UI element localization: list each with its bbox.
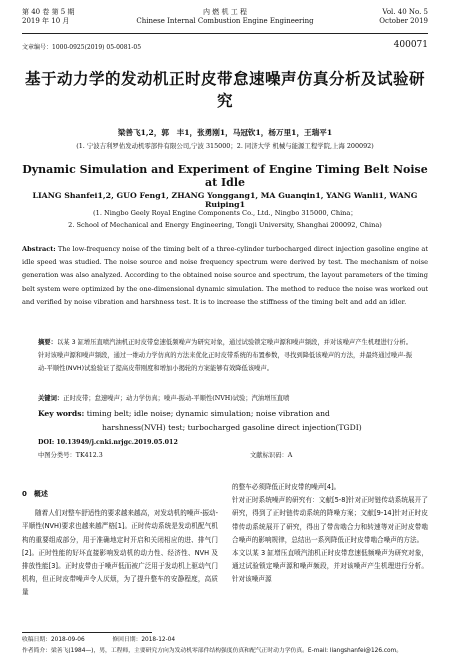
keywords-en-label: Key words:: [38, 409, 85, 418]
doi: DOI: 10.13949/j.cnki.nrjgc.2019.05.012: [38, 439, 178, 446]
abstract-en: [22, 243, 428, 309]
authors-zh: 梁善飞1,2，郭 丰1，张勇刚1，马冠钦1，杨万里1，王瑞平1: [117, 128, 333, 137]
header-volume-en: Vol. 40 No. 5: [382, 8, 428, 16]
received-date: 收稿日期：2018-09-06: [22, 637, 85, 643]
affiliation-zh: (1. 宁波吉利罗佑发动机零部件有限公司,宁波 315000；2. 同济大学 机械与能源工程学院,上海 200092): [76, 142, 374, 150]
header-date-en: October 2019: [379, 17, 428, 25]
abstract-zh-text: 以某 3 缸增压直喷汽油机正时皮带怠速低频噪声为研究对象，通过试验锁定噪声源和噪声频段，并对该噪声产生机理进行分析。针对该噪声源和噪声频段，通过一维动力学仿真的方法来优化正时皮带系统的布置参数，寻找到降低该噪声的方法，并最终通过噪声-振动-平顺性(NVH)试验验证了提高皮带刚度和增加小揭轮的方案能够有效降低该噪声。: [38, 339, 413, 372]
author-bio: 作者简介：梁善飞(1984—)，男，工程师，主要研究方向为发动机零部件结构强度仿真和配气正时动力学仿真。E-mail: liangshanfei@126.com。: [22, 648, 403, 654]
header-volume-zh: 第 40 卷 第 5 期: [22, 8, 75, 16]
keywords-en-line1: timing belt; idle noise; dynamic simulation; noise vibration and: [86, 409, 330, 418]
header-rule: [22, 33, 428, 34]
keywords-zh: [38, 393, 412, 405]
keywords-en: [38, 407, 412, 421]
body-left-text: 随着人们对整车舒适性的要求越来越高，对发动机的噪声-振动-平顺性(NVH)要求也越来越严格[1]。正时传动系统是发动机配气机构的重要组成部分，用于准确地定时开启和关闭相应的进、排气门[2]。正时性能的好坏直接影响发动机的动力性、经济性、NVH 及排放性能[3]。正时皮带由于噪声低而被广泛用于发动机上驱动气门机构，但正时皮带噪声令人厌烦，为了提升整车的安静程度，高质量: [22, 509, 218, 597]
abstract-zh: [38, 336, 412, 375]
keywords-zh-label: 关键词：: [38, 395, 64, 402]
keywords-en-cont: harshness(NVH) test; turbocharged gasoline direct injection(TGDI): [102, 423, 362, 432]
footnote-dates: [22, 635, 428, 645]
journal-name-zh: 内 燃 机 工 程: [203, 8, 247, 16]
title-en: Dynamic Simulation and Experiment of Engine Timing Belt Noise at Idle: [22, 163, 428, 189]
article-code: 400071: [393, 40, 428, 50]
article-number: 文章编号：1000-0925(2019) 05-0081-05: [22, 44, 142, 51]
header-date-zh: 2019 年 10 月: [22, 17, 70, 25]
abstract-en-text: The low-frequency noise of the timing belt of a three-cylinder turbocharged direct injection gasoline engine at idle speed was studied. The noise source and noise frequency spectrum were derived by test. The mechanism of noise generation was also analyzed. According to the obtained noise source and spectrum, the layout parameters of the timing belt system were optimized by the one-dimensional dynamic simulation. The method to reduce the noise was worked out and verified by noise vibration and harshness test. It is to increase the stiffness of the timing belt and add an idler.: [22, 245, 428, 306]
affiliation-en-1: (1. Ningbo Geely Royal Engine Components Co., Ltd., Ningbo 315000, China；: [93, 209, 357, 217]
abstract-en-label: Abstract:: [22, 245, 56, 253]
revised-date: 修回日期：2018-12-04: [112, 637, 176, 643]
journal-name-en: Chinese Internal Combustion Engine Engineering: [136, 17, 314, 25]
abstract-zh-label: 摘要：: [38, 339, 57, 346]
section-heading: 0 概述: [22, 490, 48, 498]
footnote-rule: [22, 632, 152, 633]
affiliation-en-2: 2. School of Mechanical and Energy Engineering, Tongji University, Shanghai 200092, China): [68, 221, 382, 229]
keywords-zh-text: 正时皮带；怠速噪声；动力学仿真；噪声-振动-平顺性(NVH)试验；汽油增压直喷: [63, 395, 290, 402]
body-column-right: 的整车必须降低正时皮带的噪声[4]。 针对正时系统噪声的研究有：文献[5-8]针对正时链传动系统展开了研究，得到了正时链传动系统的降噪方案；文献[9-14]针对正时皮带传动系统展开了研究，得出了带齿啮合力和转速等对正时皮带啮合噪声的影响规律，总结出一系列降低正时皮带啮合噪声的方法。 本文以某 3 缸增压直喷汽油机正时皮带怠速低频噪声为研究对象，通过试验锁定噪声源和噪声频段，并对该噪声产生机理进行分析。针对该噪声源: [232, 483, 428, 584]
document-code: 文献标识码：A: [250, 452, 293, 459]
running-header: [0, 8, 450, 34]
clc-number: 中图分类号：TK412.3: [38, 452, 103, 459]
title-zh: 基于动力学的发动机正时皮带怠速噪声仿真分析及试验研究: [24, 70, 425, 110]
body-column-left: [22, 488, 218, 600]
authors-en: LIANG Shanfei1,2, GUO Feng1, ZHANG Yonggang1, MA Guanqin1, YANG Wanli1, WANG Ruiping1: [32, 191, 418, 209]
